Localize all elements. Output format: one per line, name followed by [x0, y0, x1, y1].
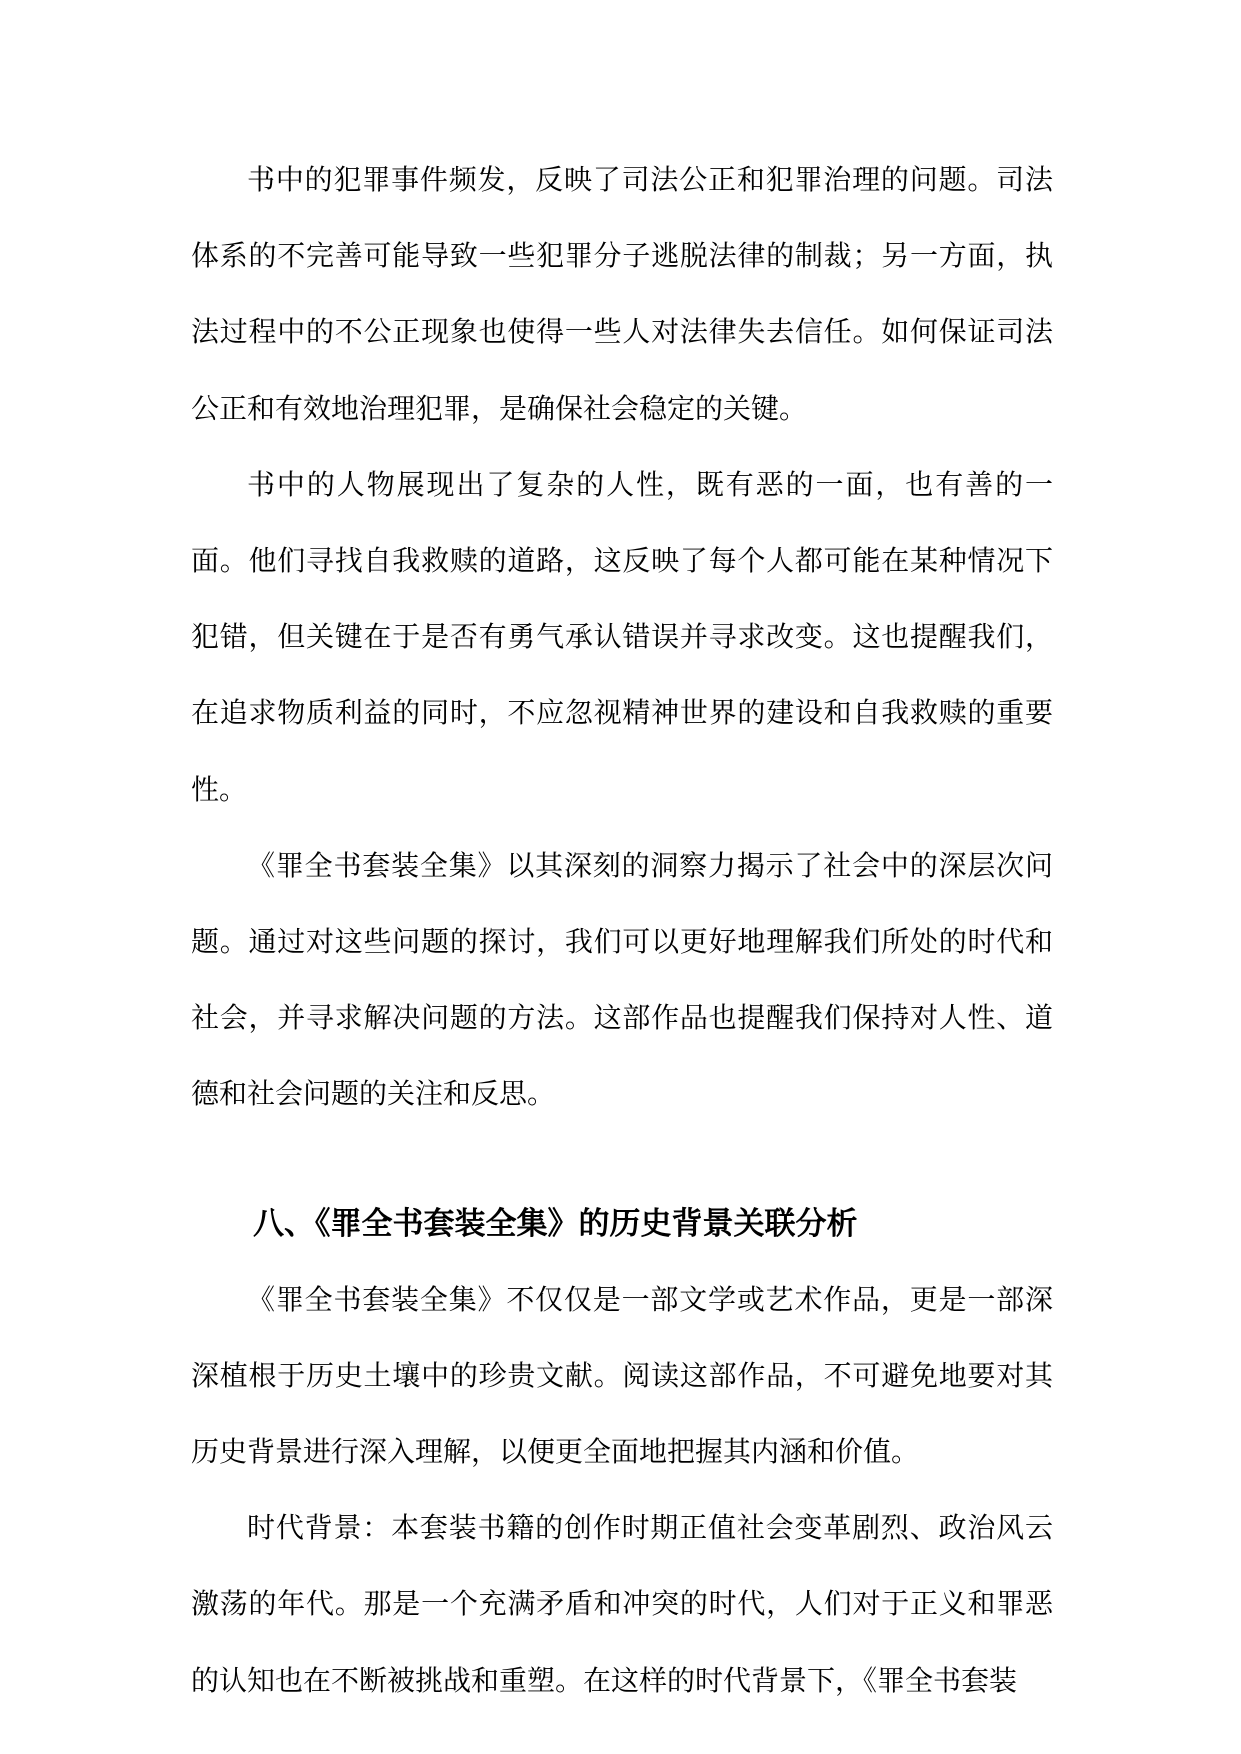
paragraph-human-nature: 书中的人物展现出了复杂的人性，既有恶的一面，也有善的一面。他们寻找自我救赎的道路，这反映了每个人都可能在某种情况下犯错，但关键在于是否有勇气承认错误并寻求改变。这也提醒我们，在追求物质利益的同时，不应忽视精神世界的建设和自我救赎的重要性。: [191, 467, 1053, 806]
paragraph-era-background: 时代背景：本套装书籍的创作时期正值社会变革剧烈、政治风云激荡的年代。那是一个充满矛盾和冲突的时代，人们对于正义和罪恶的认知也在不断被挑战和重塑。在这样的时代背景下，《罪全书套装: [191, 1511, 1053, 1697]
paragraph-insight: 《罪全书套装全集》以其深刻的洞察力揭示了社会中的深层次问题。通过对这些问题的探讨，我们可以更好地理解我们所处的时代和社会，并寻求解决问题的方法。这部作品也提醒我们保持对人性、道德和社会问题的关注和反思。: [191, 848, 1053, 1111]
page-content: [191, 142, 1053, 1719]
paragraph-justice: 书中的犯罪事件频发，反映了司法公正和犯罪治理的问题。司法体系的不完善可能导致一些犯罪分子逃脱法律的制裁；另一方面，执法过程中的不公正现象也使得一些人对法律失去信任。如何保证司法公正和有效地治理犯罪，是确保社会稳定的关键。: [191, 163, 1053, 425]
section-heading: 八、《罪全书套装全集》的历史背景关联分析: [253, 1205, 858, 1242]
paragraph-historical-document: 《罪全书套装全集》不仅仅是一部文学或艺术作品，更是一部深深植根于历史土壤中的珍贵文献。阅读这部作品，不可避免地要对其历史背景进行深入理解，以便更全面地把握其内涵和价值。: [191, 1282, 1053, 1469]
